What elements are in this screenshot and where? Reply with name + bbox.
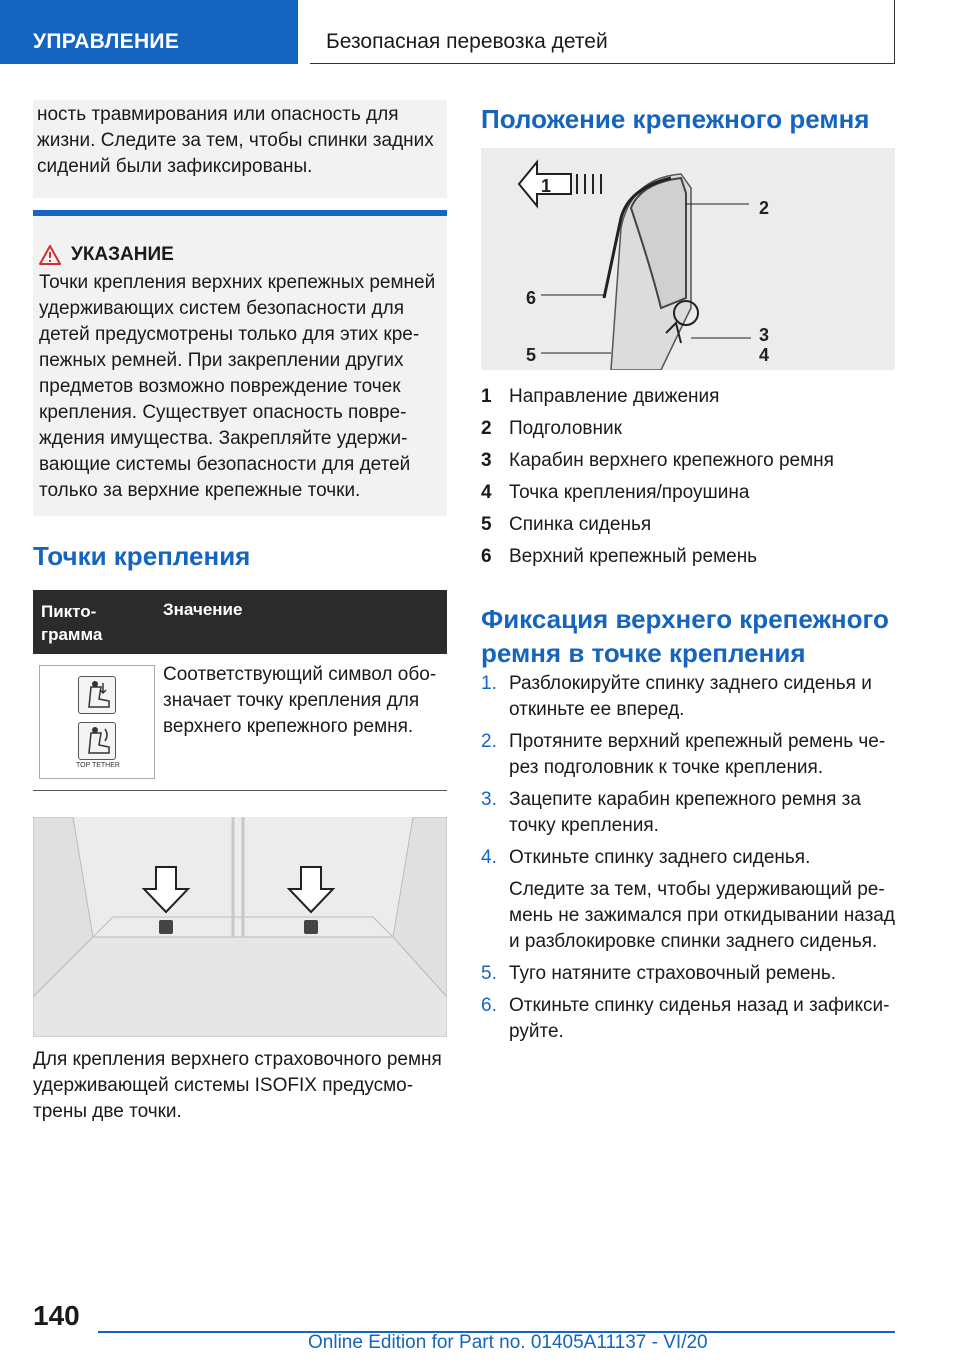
step-text: Разблокируйте спинку заднего сиденья и откиньте ее вперед.: [509, 673, 872, 720]
step-item: [481, 993, 901, 1045]
page-number: 140: [33, 1300, 80, 1331]
legend-num: 3: [481, 450, 492, 471]
figure-label-3: 3: [759, 325, 770, 345]
step-item: [481, 671, 901, 723]
figure-label-5: 5: [526, 345, 537, 365]
legend-text: Направление движения: [509, 386, 720, 407]
continued-warning-text: ность травмирования или опасность для жизни. Следите за тем, чтобы спинки задних сидений были зафиксированы.: [37, 104, 434, 177]
table-cell-meaning: Соответствующий символ обозначает точку крепления для верхнего крепежного ремня.: [163, 664, 437, 737]
legend-item: [481, 445, 895, 477]
pictogram-cell: [39, 665, 155, 779]
figure-caption: Для крепления верхнего страховочного ремня удерживающей системы ISOFIX предусмотрены две точки.: [33, 1049, 442, 1122]
notice-text: Точки крепления верхних крепежных ремней удерживающих систем безопасности для детей предусмотрены только для этих крепежных ремней. При закреплении других предметов возможно повреждение точек крепления. Существует опасность повреждения имущества. Закрепляйте удерживающие системы безопасности для детей только за верхние крепежные точки.: [39, 272, 436, 501]
step-text: Откиньте спинку заднего сиденья.: [509, 847, 811, 868]
step-number: 5.: [481, 963, 497, 984]
table-header-meaning: Значение: [163, 600, 243, 619]
step-item: [481, 961, 901, 987]
legend-text: Карабин верхнего крепежного ремня: [509, 450, 834, 471]
step-number: 3.: [481, 789, 497, 810]
table-header: [33, 590, 447, 654]
table-header-pictogram: Пикто- грамма: [41, 602, 103, 644]
step-number: 2.: [481, 731, 497, 752]
legend-num: 4: [481, 482, 492, 503]
anchor-eyelet-left: [159, 920, 173, 934]
section-title-fixing-strap: Фиксация верхнего крепежного ремня в точке крепления: [481, 604, 889, 668]
legend-num: 6: [481, 546, 492, 567]
anchor-points-figure: [33, 817, 447, 1037]
step-text: Зацепите карабин крепежного ремня за точку крепления.: [509, 789, 861, 836]
step-item: [481, 729, 901, 781]
child-seat-anchor-icon: [78, 676, 116, 714]
legend-text: Верхний крепежный ремень: [509, 546, 758, 567]
section-title-strap-position: Положение крепежного ремня: [481, 104, 870, 134]
legend-text: Спинка сиденья: [509, 514, 652, 535]
step-text: Протяните верхний крепежный ремень через подголовник к точке крепления.: [509, 731, 886, 778]
continued-warning-box: [33, 100, 447, 198]
notice-header: [39, 242, 439, 268]
steps-list: [481, 671, 901, 1051]
legend-text: Точка крепления/проушина: [509, 482, 750, 503]
step-item: [481, 845, 901, 871]
section-tab: УПРАВЛЕНИЕ: [0, 0, 298, 64]
notice-box: [33, 210, 447, 516]
step-text: Туго натяните страховочный ремень.: [509, 963, 837, 984]
figure-label-6: 6: [526, 288, 537, 308]
legend-num: 1: [481, 386, 492, 407]
step-number: 1.: [481, 673, 497, 694]
figure-label-4: 4: [759, 345, 770, 365]
figure-legend: [481, 381, 895, 573]
anchor-eyelet-right: [304, 920, 318, 934]
legend-num: 2: [481, 418, 492, 439]
step-item: [481, 787, 901, 839]
notice-title: УКАЗАНИЕ: [71, 244, 174, 265]
step-number: 6.: [481, 995, 497, 1016]
section-title-anchor-points: Точки крепления: [33, 541, 251, 571]
warning-triangle-icon: [39, 245, 61, 265]
step-note: Следите за тем, чтобы удерживающий ремень не зажимался при откидывании назад и разблокировке спинки заднего сиденья.: [509, 879, 895, 952]
legend-item: [481, 477, 895, 509]
legend-item: [481, 541, 895, 573]
legend-item: [481, 381, 895, 413]
legend-num: 5: [481, 514, 492, 535]
strap-position-figure: [481, 148, 895, 370]
page-title: Безопасная перевозка детей: [310, 0, 895, 64]
step-text: Откиньте спинку сиденья назад и зафиксируйте.: [509, 995, 890, 1042]
figure-label-1: 1: [541, 176, 552, 196]
step-number: 4.: [481, 847, 497, 868]
legend-text: Подголовник: [509, 418, 622, 439]
table-divider: [33, 790, 447, 791]
footer-edition: Online Edition for Part no. 01405A11137 - VI/20: [308, 1332, 708, 1353]
legend-item: [481, 509, 895, 541]
top-tether-label: TOP TETHER: [76, 762, 120, 769]
top-tether-icon: [78, 722, 116, 760]
figure-label-2: 2: [759, 198, 770, 218]
legend-item: [481, 413, 895, 445]
